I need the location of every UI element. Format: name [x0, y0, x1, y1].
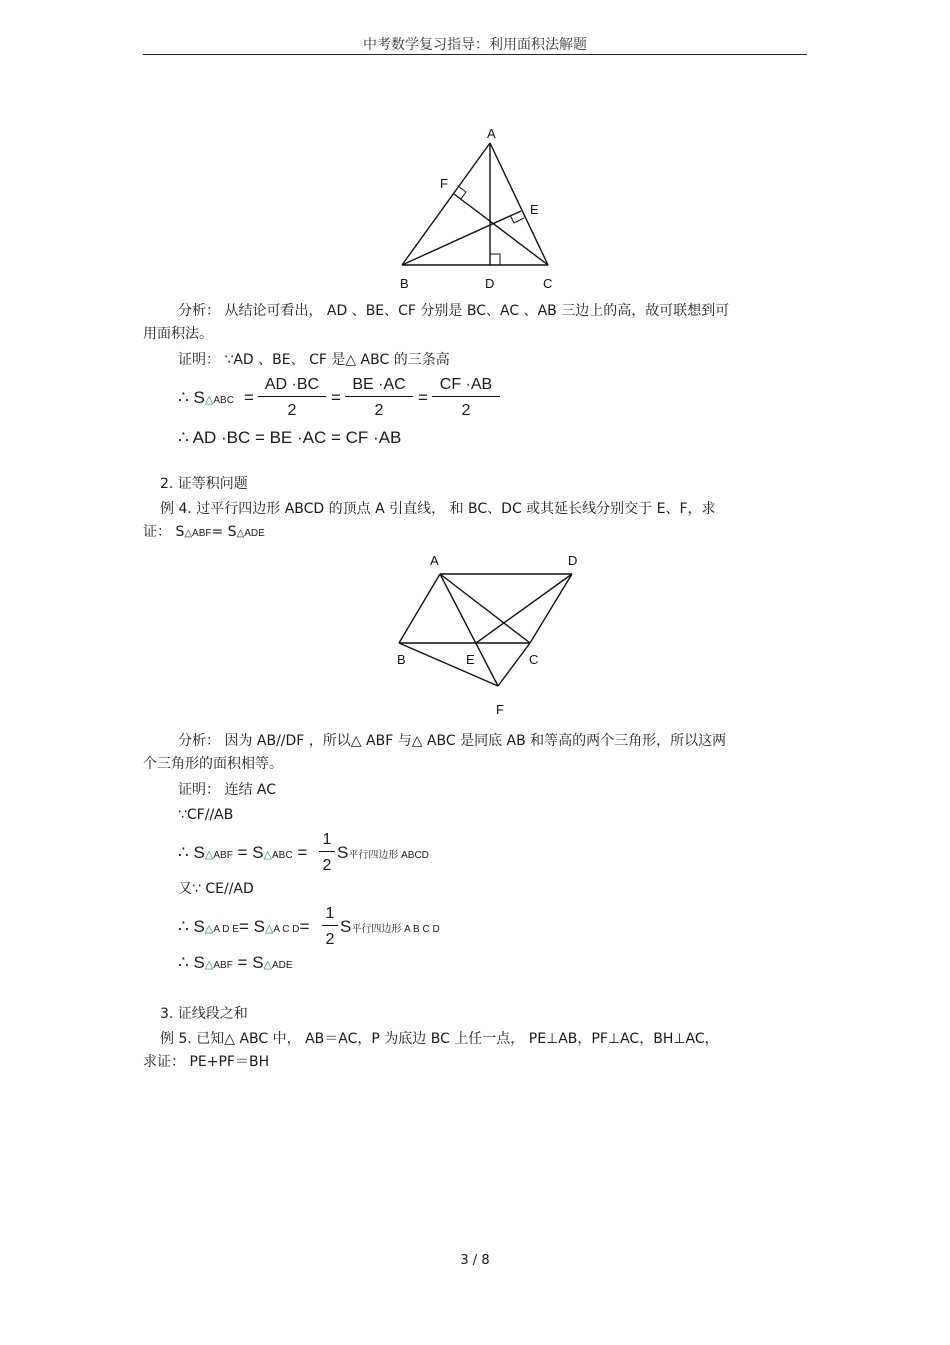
- proof1-frac2-num: BE ·AC: [352, 376, 406, 393]
- figure-parallelogram: [390, 545, 590, 720]
- label2-e: E: [466, 652, 475, 667]
- section2-problem-line1: 例 4. 过平行四边形 ABCD 的顶点 A 引直线， 和 BC、DC 或其延长线分别交于 E、F，求: [160, 501, 716, 517]
- proof1-eq3: =: [418, 388, 428, 407]
- line-af: [440, 574, 498, 686]
- label-a: A: [487, 126, 496, 141]
- proof2-line4: 又∵ CE//AD: [178, 881, 254, 897]
- label-c: C: [543, 276, 553, 291]
- label2-c: C: [529, 652, 539, 667]
- proof1-frac1-num: AD ·BC: [264, 376, 320, 393]
- proof1-frac3-bar: [432, 396, 500, 397]
- section2-heading: 2. 证等积问题: [160, 476, 248, 492]
- proof2-half1-den: 2: [322, 857, 332, 874]
- header-rule: [143, 54, 807, 55]
- proof1-eq2: =: [331, 388, 341, 407]
- section3-heading: 3. 证线段之和: [160, 1006, 248, 1022]
- section3-problem-line2: 求证： PE+PF＝BH: [143, 1054, 270, 1070]
- proof1-frac3-num: CF ·AB: [439, 376, 493, 393]
- analysis1-line2: 用面积法。: [143, 326, 213, 342]
- segment-ac: [490, 143, 548, 265]
- label-e: E: [530, 202, 539, 217]
- proof1-eq1: =: [244, 388, 254, 407]
- section2-problem-line2: 证： S△ABF= S△ADE: [143, 524, 265, 540]
- proof2-line6: ∴ S△ABF = S△ADE: [178, 953, 293, 972]
- label-d: D: [485, 276, 495, 291]
- proof2-half1-bar: [319, 851, 335, 852]
- proof2-half2-num: 1: [325, 905, 335, 922]
- proof1-frac3-den: 2: [461, 402, 471, 419]
- label-f: F: [440, 176, 448, 191]
- proof2-line5: ∴ S△A D E= S△A C D=: [178, 917, 310, 936]
- proof1-frac1-den: 2: [287, 402, 297, 419]
- label2-f: F: [496, 702, 504, 717]
- page-number: 3 / 8: [460, 1253, 490, 1268]
- proof1-premise: 证明： ∵AD 、BE、 CF 是△ ABC 的三条高: [178, 352, 450, 368]
- line-de: [476, 574, 572, 643]
- label2-b: B: [397, 652, 406, 667]
- proof1-area-symbol: ∴ S△ABC: [178, 388, 234, 407]
- label2-a: A: [430, 553, 439, 568]
- proof2-line5-parallelogram: S平行四边形 A B C D: [340, 917, 440, 936]
- line-cf: [498, 643, 530, 686]
- proof2-half2-bar: [322, 925, 338, 926]
- line-bf: [399, 643, 498, 686]
- side-dc: [530, 574, 572, 643]
- figure-triangle-altitudes: [390, 120, 570, 300]
- proof2-line3-parallelogram: S平行四边形 ABCD: [337, 843, 429, 862]
- analysis2-line1: 分析： 因为 AB//DF ，所以△ ABF 与△ ABC 是同底 AB 和等高的两个三角形，所以这两: [178, 733, 727, 749]
- proof1-frac2-den: 2: [374, 402, 384, 419]
- label-b: B: [400, 276, 409, 291]
- proof1-frac1-bar: [258, 396, 326, 397]
- proof2-line1: 证明： 连结 AC: [178, 782, 277, 798]
- altitude-be: [402, 211, 521, 265]
- proof2-line2: ∵CF//AB: [178, 807, 234, 823]
- right-angle-e: [510, 215, 524, 223]
- proof2-line3: ∴ S△ABF = S△ABC =: [178, 843, 308, 862]
- page-header-title: 中考数学复习指导：利用面积法解题: [363, 37, 587, 53]
- side-ab: [399, 574, 440, 643]
- segment-ab: [402, 143, 490, 265]
- right-angle-d: [490, 254, 500, 265]
- label2-d: D: [568, 553, 578, 568]
- section3-problem-line1: 例 5. 已知△ ABC 中， AB＝AC，P 为底边 BC 上任一点， PE⊥AB，PF⊥AC，BH⊥AC，: [160, 1031, 719, 1047]
- diagonal-ac: [440, 574, 530, 643]
- analysis1-line1: 分析： 从结论可看出， AD 、BE、CF 分别是 BC、AC 、AB 三边上的高，故可联想到可: [178, 303, 730, 319]
- proof2-half1-num: 1: [322, 831, 332, 848]
- proof2-half2-den: 2: [325, 931, 335, 948]
- analysis2-line2: 个三角形的面积相等。: [143, 756, 283, 772]
- proof1-frac2-bar: [345, 396, 413, 397]
- right-angle-f: [458, 186, 466, 199]
- proof1-conclusion: ∴ AD ·BC = BE ·AC = CF ·AB: [178, 428, 402, 447]
